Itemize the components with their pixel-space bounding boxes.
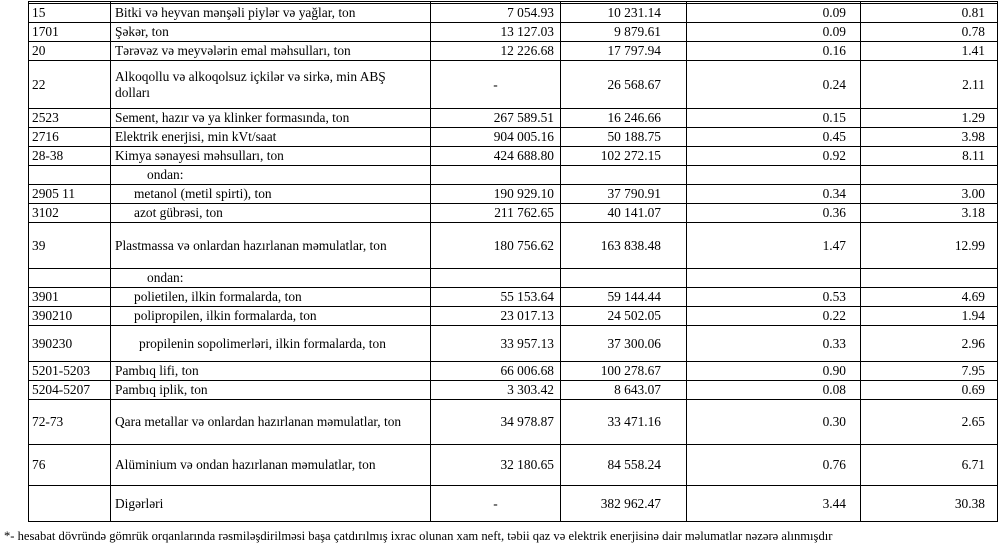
cell-value xyxy=(561,269,687,288)
cell-share-quantity: 0.15 xyxy=(687,109,861,128)
cell-name: ondan: xyxy=(111,269,431,288)
table-row xyxy=(29,326,998,362)
table-body xyxy=(29,2,998,522)
cell-quantity: 904 005.16 xyxy=(431,128,561,147)
cell-value: 16 246.66 xyxy=(561,109,687,128)
cell-value: 17 797.94 xyxy=(561,42,687,61)
cell-value: 26 568.67 xyxy=(561,61,687,109)
cell-share-quantity: 0.53 xyxy=(687,288,861,307)
table-row xyxy=(29,269,998,288)
cell-name: ondan: xyxy=(111,166,431,185)
table-row xyxy=(29,23,998,42)
cell-share-value: 12.99 xyxy=(861,223,998,269)
cell-share-value: 0.69 xyxy=(861,381,998,400)
cell-share-value xyxy=(861,166,998,185)
cell-name: azot gübrəsi, ton xyxy=(111,204,431,223)
cell-name: Pambıq lifi, ton xyxy=(111,362,431,381)
cell-name: Tərəvəz və meyvələrin emal məhsulları, ton xyxy=(111,42,431,61)
table-row xyxy=(29,128,998,147)
cell-share-quantity: 0.08 xyxy=(687,381,861,400)
cell-name: metanol (metil spirti), ton xyxy=(111,185,431,204)
cell-share-value: 3.18 xyxy=(861,204,998,223)
cell-name: propilenin sopolimerləri, ilkin formalarda, ton xyxy=(111,326,431,362)
cell-code: 20 xyxy=(29,42,111,61)
cell-quantity: 66 006.68 xyxy=(431,362,561,381)
cell-value: 84 558.24 xyxy=(561,445,687,486)
cell-value: 37 790.91 xyxy=(561,185,687,204)
cell-name: Pambıq iplik, ton xyxy=(111,381,431,400)
footnote: *- hesabat dövründə gömrük orqanlarında rəsmiləşdirilməsi başa çatdırılmış ixrac olunan xam neft, təbii qaz və elektrik enerjisinə dair məlumatlar nəzərə alınmışdır xyxy=(4,529,833,543)
cell-code: 2523 xyxy=(29,109,111,128)
cell-value: 10 231.14 xyxy=(561,4,687,23)
cell-code xyxy=(29,269,111,288)
cell-share-value: 4.69 xyxy=(861,288,998,307)
cell-name: Alkoqollu və alkoqolsuz içkilər və sirkə, min ABŞ dolları xyxy=(111,61,431,109)
table-row xyxy=(29,400,998,445)
cell-share-quantity: 0.76 xyxy=(687,445,861,486)
cell-quantity: 190 929.10 xyxy=(431,185,561,204)
cell-share-value: 30.38 xyxy=(861,486,998,522)
table-row xyxy=(29,307,998,326)
cell-quantity: 13 127.03 xyxy=(431,23,561,42)
cell-share-value: 2.11 xyxy=(861,61,998,109)
cell-share-quantity: 0.16 xyxy=(687,42,861,61)
cell-code: 5204-5207 xyxy=(29,381,111,400)
document-page xyxy=(0,1,1000,549)
cell-name: Plastmassa və onlardan hazırlanan məmulatlar, ton xyxy=(111,223,431,269)
cell-code xyxy=(29,486,111,522)
cell-share-value: 0.78 xyxy=(861,23,998,42)
cell-quantity: 23 017.13 xyxy=(431,307,561,326)
cell-name: Kimya sənayesi məhsulları, ton xyxy=(111,147,431,166)
cell-code: 39 xyxy=(29,223,111,269)
cell-share-quantity: 0.24 xyxy=(687,61,861,109)
cell-quantity: 12 226.68 xyxy=(431,42,561,61)
cell-code: 28-38 xyxy=(29,147,111,166)
cell-code: 2716 xyxy=(29,128,111,147)
export-commodities-table xyxy=(28,1,998,522)
cell-share-quantity: 0.45 xyxy=(687,128,861,147)
cell-share-quantity: 0.09 xyxy=(687,4,861,23)
cell-share-quantity: 0.33 xyxy=(687,326,861,362)
cell-name: Alüminium və ondan hazırlanan məmulatlar, ton xyxy=(111,445,431,486)
cell-name: Sement, hazır və ya klinker formasında, ton xyxy=(111,109,431,128)
cell-code: 390230 xyxy=(29,326,111,362)
cell-value: 33 471.16 xyxy=(561,400,687,445)
cell-quantity: 34 978.87 xyxy=(431,400,561,445)
cell-quantity: 211 762.65 xyxy=(431,204,561,223)
cell-value: 24 502.05 xyxy=(561,307,687,326)
cell-value: 50 188.75 xyxy=(561,128,687,147)
cell-code: 72-73 xyxy=(29,400,111,445)
table-row xyxy=(29,42,998,61)
cell-name: Qara metallar və onlardan hazırlanan məmulatlar, ton xyxy=(111,400,431,445)
table-row xyxy=(29,61,998,109)
cell-value: 8 643.07 xyxy=(561,381,687,400)
cell-name: Elektrik enerjisi, min kVt/saat xyxy=(111,128,431,147)
cell-value: 382 962.47 xyxy=(561,486,687,522)
cell-name: polietilen, ilkin formalarda, ton xyxy=(111,288,431,307)
cell-name: Şəkər, ton xyxy=(111,23,431,42)
cell-share-value: 3.00 xyxy=(861,185,998,204)
cell-share-value: 1.41 xyxy=(861,42,998,61)
cell-quantity xyxy=(431,166,561,185)
cell-share-value: 2.65 xyxy=(861,400,998,445)
cell-value: 163 838.48 xyxy=(561,223,687,269)
table-row xyxy=(29,445,998,486)
cell-value: 9 879.61 xyxy=(561,23,687,42)
table-row xyxy=(29,147,998,166)
cell-share-quantity: 0.34 xyxy=(687,185,861,204)
cell-quantity: 180 756.62 xyxy=(431,223,561,269)
cell-code: 5201-5203 xyxy=(29,362,111,381)
table-row xyxy=(29,486,998,522)
cell-code xyxy=(29,166,111,185)
table-row xyxy=(29,109,998,128)
cell-share-quantity xyxy=(687,166,861,185)
cell-name: Bitki və heyvan mənşəli piylər və yağlar, ton xyxy=(111,4,431,23)
cell-quantity: 267 589.51 xyxy=(431,109,561,128)
cell-code: 3102 xyxy=(29,204,111,223)
cell-share-value: 2.96 xyxy=(861,326,998,362)
cell-code: 22 xyxy=(29,61,111,109)
cell-quantity: 32 180.65 xyxy=(431,445,561,486)
table-row xyxy=(29,223,998,269)
table-row xyxy=(29,381,998,400)
cell-code: 2905 11 xyxy=(29,185,111,204)
table-row xyxy=(29,166,998,185)
cell-share-quantity: 0.92 xyxy=(687,147,861,166)
cell-name: Digərləri xyxy=(111,486,431,522)
cell-share-value xyxy=(861,269,998,288)
cell-quantity: 3 303.42 xyxy=(431,381,561,400)
table-row xyxy=(29,362,998,381)
table-row xyxy=(29,4,998,23)
cell-share-value: 8.11 xyxy=(861,147,998,166)
cell-value xyxy=(561,166,687,185)
cell-share-quantity: 0.22 xyxy=(687,307,861,326)
cell-value: 40 141.07 xyxy=(561,204,687,223)
cell-value: 100 278.67 xyxy=(561,362,687,381)
cell-share-value: 1.29 xyxy=(861,109,998,128)
cell-quantity xyxy=(431,269,561,288)
cell-quantity: 55 153.64 xyxy=(431,288,561,307)
cell-share-quantity: 0.90 xyxy=(687,362,861,381)
cell-share-value: 6.71 xyxy=(861,445,998,486)
cell-value: 102 272.15 xyxy=(561,147,687,166)
cell-quantity: 424 688.80 xyxy=(431,147,561,166)
cell-code: 76 xyxy=(29,445,111,486)
table-row xyxy=(29,288,998,307)
cell-quantity: 33 957.13 xyxy=(431,326,561,362)
cell-share-quantity: 0.09 xyxy=(687,23,861,42)
cell-share-value: 0.81 xyxy=(861,4,998,23)
cell-share-quantity: 0.30 xyxy=(687,400,861,445)
cell-value: 59 144.44 xyxy=(561,288,687,307)
cell-value: 37 300.06 xyxy=(561,326,687,362)
cell-code: 15 xyxy=(29,4,111,23)
table-row xyxy=(29,204,998,223)
cell-share-quantity: 3.44 xyxy=(687,486,861,522)
cell-code: 390210 xyxy=(29,307,111,326)
cell-name: polipropilen, ilkin formalarda, ton xyxy=(111,307,431,326)
cell-share-value: 7.95 xyxy=(861,362,998,381)
cell-share-value: 3.98 xyxy=(861,128,998,147)
cell-share-value: 1.94 xyxy=(861,307,998,326)
cell-code: 3901 xyxy=(29,288,111,307)
cell-quantity: 7 054.93 xyxy=(431,4,561,23)
cell-quantity: - xyxy=(431,61,561,109)
cell-share-quantity: 1.47 xyxy=(687,223,861,269)
cell-quantity: - xyxy=(431,486,561,522)
table-row xyxy=(29,185,998,204)
cell-code: 1701 xyxy=(29,23,111,42)
cell-share-quantity: 0.36 xyxy=(687,204,861,223)
cell-share-quantity xyxy=(687,269,861,288)
